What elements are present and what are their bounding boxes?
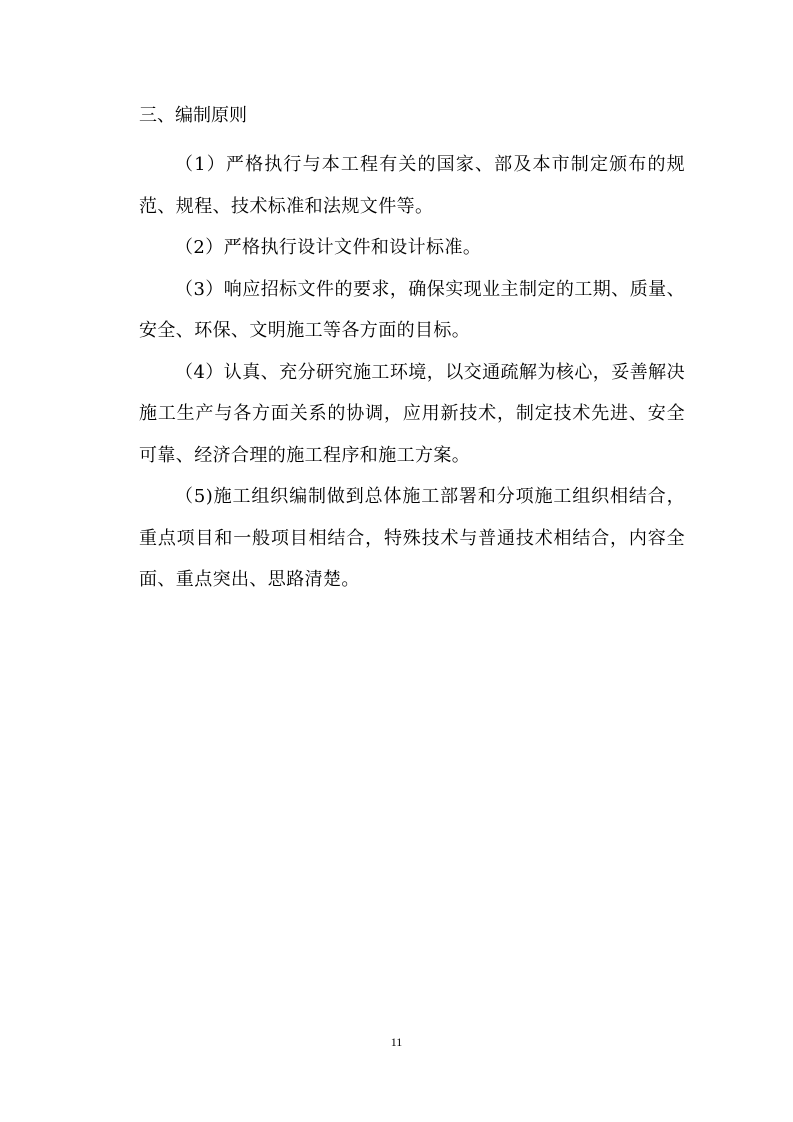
page-content — [139, 101, 685, 601]
section-heading: 三、编制原则 — [139, 105, 247, 126]
principle-paragraph-3: （3）响应招标文件的要求，确保实现业主制定的工期、质量、安全、环保、文明施工等各方面的目标。 — [139, 278, 685, 341]
principle-paragraph-5: （5)施工组织编制做到总体施工部署和分项施工组织相结合，重点项目和一般项目相结合，特殊技术与普通技术相结合，内容全面、重点突出、思路清楚。 — [139, 486, 685, 590]
principle-paragraph-2: （2）严格执行设计文件和设计标准。 — [175, 237, 482, 258]
principle-paragraph-1: （1）严格执行与本工程有关的国家、部及本市制定颁布的规范、规程、技术标准和法规文件等。 — [139, 154, 685, 217]
principle-paragraph-4: （4）认真、充分研究施工环境，以交通疏解为核心，妥善解决施工生产与各方面关系的协调，应用新技术，制定技术先进、安全可靠、经济合理的施工程序和施工方案。 — [139, 361, 685, 466]
page-number: 11 — [390, 1035, 403, 1049]
